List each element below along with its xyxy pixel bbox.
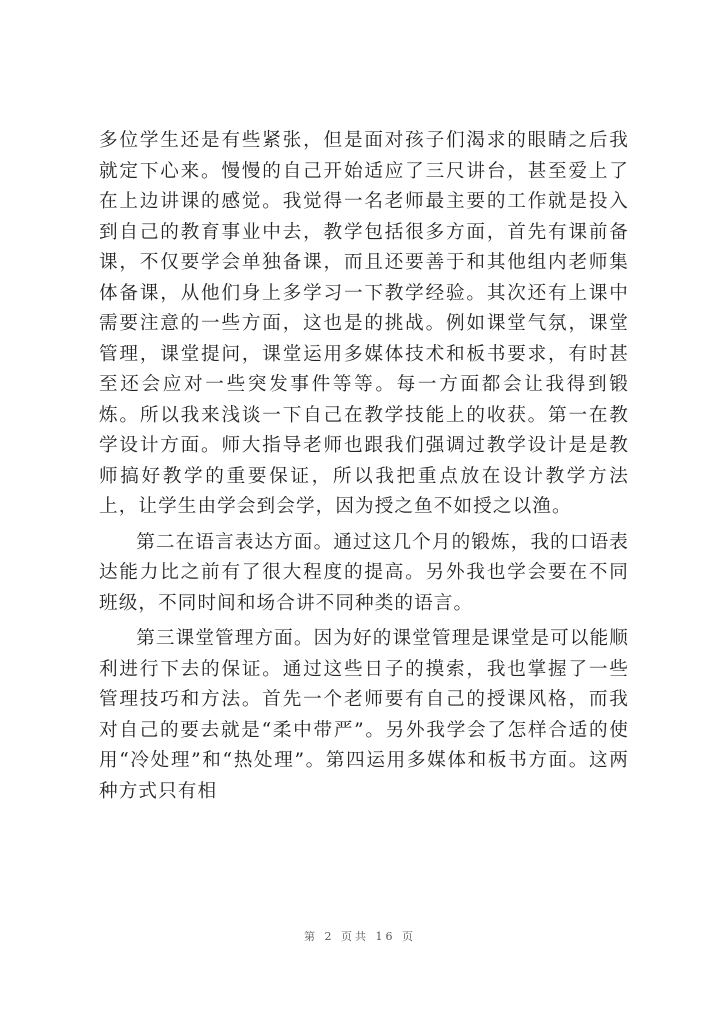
paragraph-1: 多位学生还是有些紧张，但是面对孩子们渴求的眼睛之后我就定下心来。慢慢的自己开始适应了三尺讲台，甚至爱上了在上边讲课的感觉。我觉得一名老师最主要的工作就是投入到自己的教育事业中去，教学包括很多方面，首先有课前备课，不仅要学会单独备课，而且还要善于和其他组内老师集体备课，从他们身上多学习一下教学经验。其次还有上课中需要注意的一些方面，这也是的挑战。例如课堂气氛，课堂管理，课堂提问，课堂运用多媒体技术和板书要求，有时甚至还会应对一些突发事件等等。每一方面都会让我得到锻炼。所以我来浅谈一下自己在教学技能上的收获。第一在教学设计方面。师大指导老师也跟我们强调过教学设计是是教师搞好教学的重要保证，所以我把重点放在设计教学方法上，让学生由学会到会学，因为授之鱼不如授之以渔。 xyxy=(99,130,629,517)
document-body xyxy=(99,126,629,807)
page-number-footer: 第 2 页共 16 页 xyxy=(304,930,416,943)
paragraph-2: 第二在语言表达方面。通过这几个月的锻炼，我的口语表达能力比之前有了很大程度的提高。另外我也学会要在不同班级，不同时间和场合讲不同种类的语言。 xyxy=(99,531,629,614)
paragraph-3: 第三课堂管理方面。因为好的课堂管理是课堂是可以能顺利进行下去的保证。通过这些日子的摸索，我也掌握了一些管理技巧和方法。首先一个老师要有自己的授课风格，而我对自己的要去就是“柔中带严”。另外我学会了怎样合适的使用“冷处理”和“热处理”。第四运用多媒体和板书方面。这两种方式只有相 xyxy=(99,628,629,802)
